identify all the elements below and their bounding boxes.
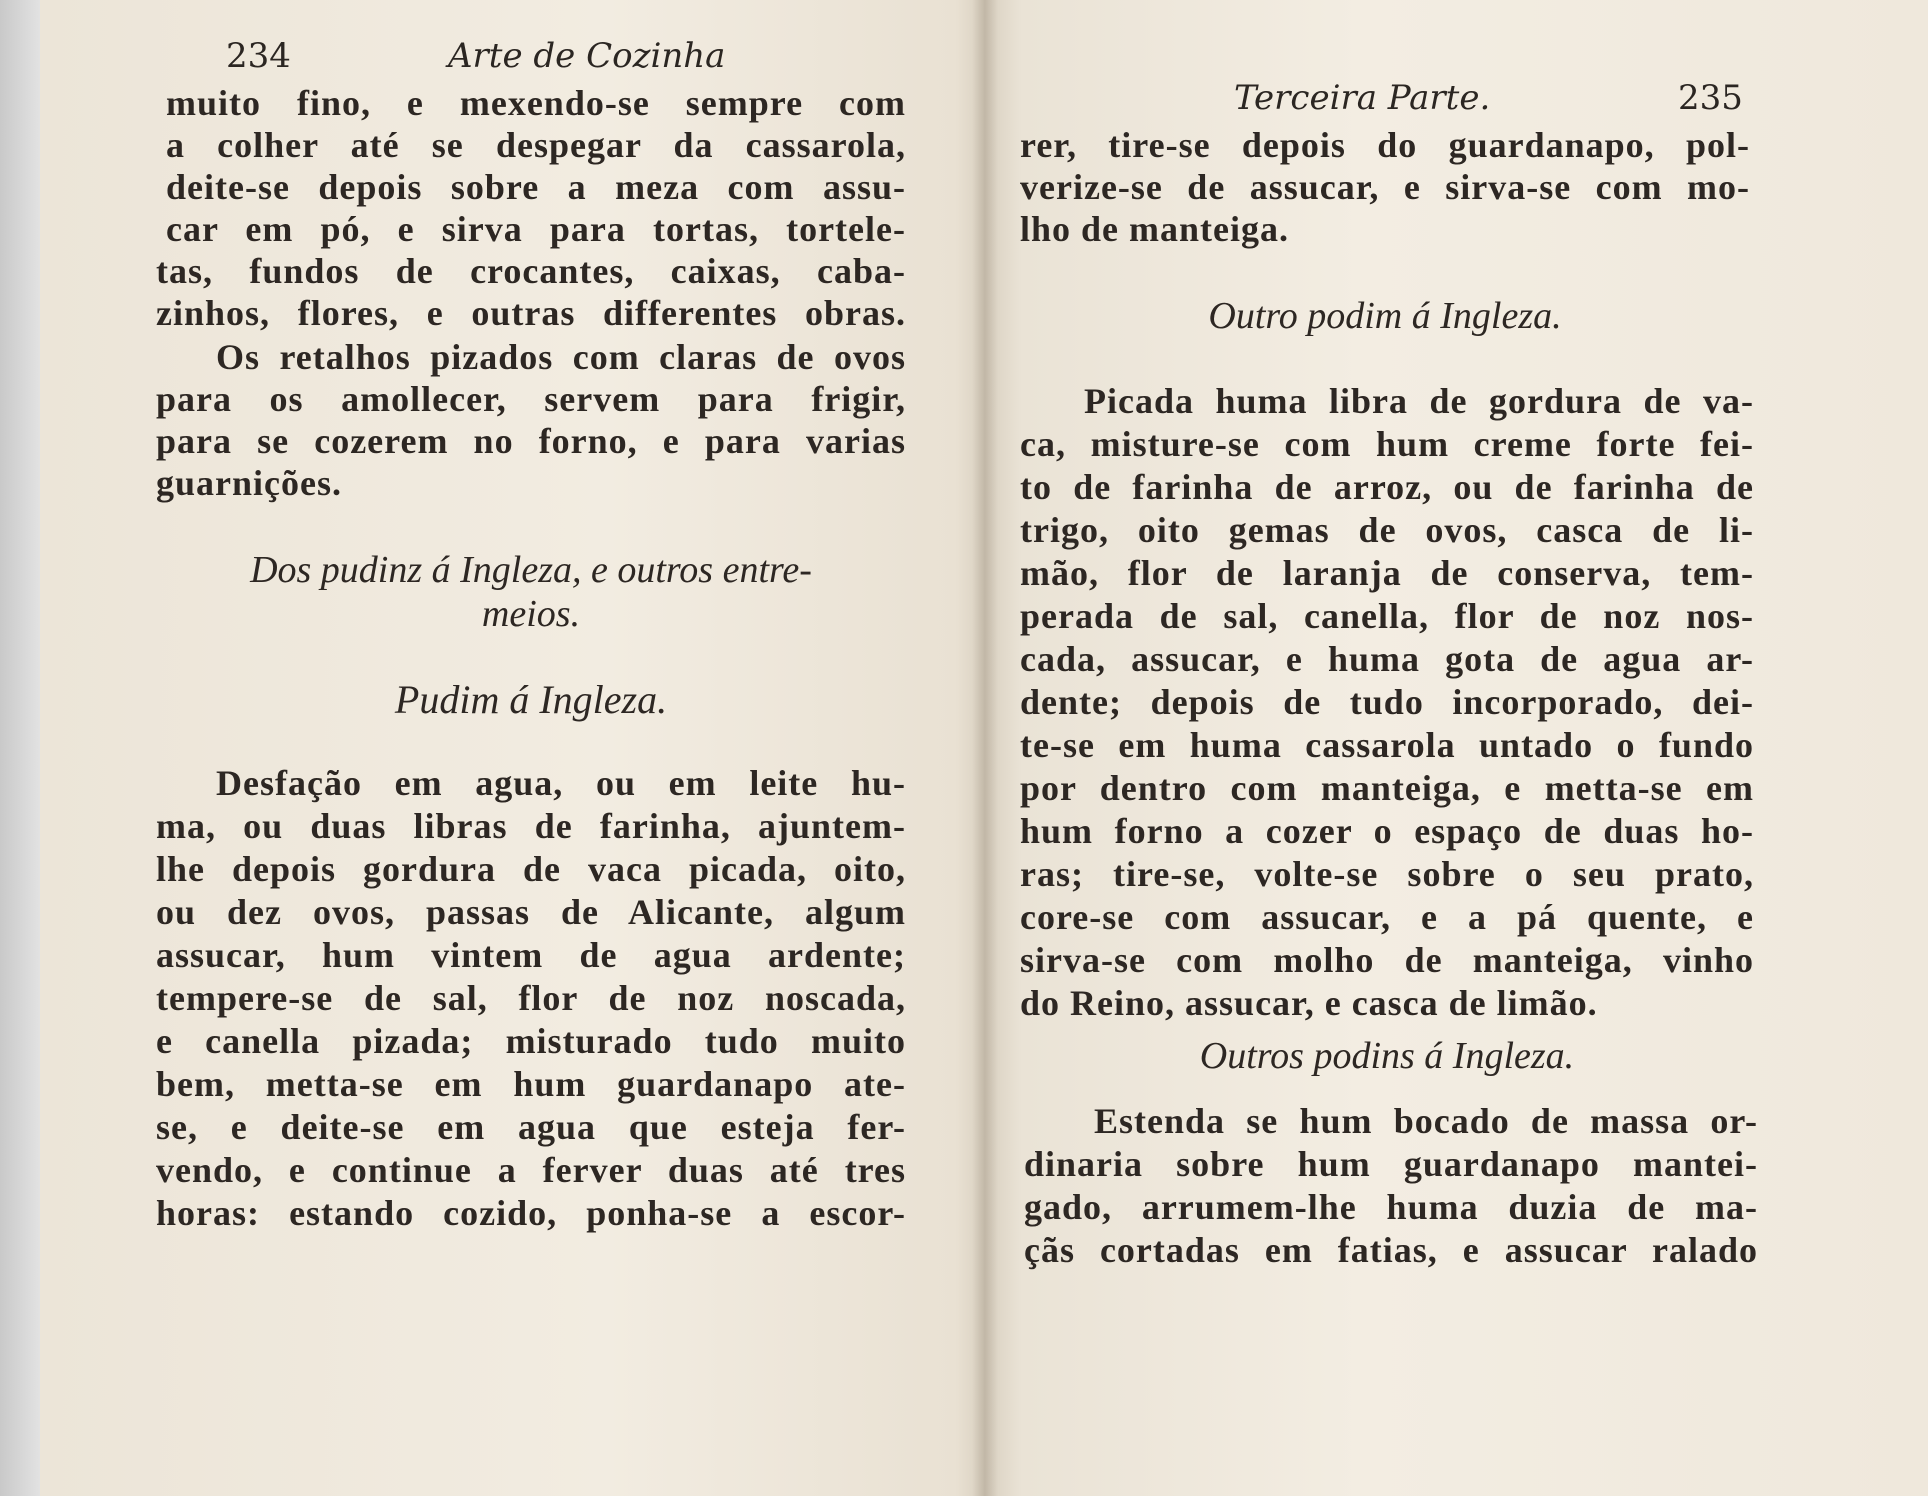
- left-page-number: 234: [226, 36, 291, 76]
- text-line: cada, assucar, e huma gota de agua ar-: [1020, 639, 1754, 679]
- text-line: lhe depois gordura de vaca picada, oito,: [156, 849, 906, 889]
- text-line: ras; tire-se, volte-se sobre o seu prato,: [1020, 854, 1754, 894]
- text-line: rer, tire-se depois do guardanapo, pol-: [1020, 125, 1750, 165]
- text-line: gado, arrumem-lhe huma duzia de ma-: [1024, 1187, 1758, 1227]
- section-heading: meios.: [481, 593, 581, 635]
- text-line: para se cozerem no forno, e para varias: [156, 421, 906, 461]
- text-line: zinhos, flores, e outras differentes obras.: [156, 293, 906, 333]
- text-line: tempere-se de sal, flor de noz noscada,: [156, 978, 906, 1018]
- text-line: mão, flor de laranja de conserva, tem-: [1020, 553, 1754, 593]
- text-line: ou dez ovos, passas de Alicante, algum: [156, 892, 906, 932]
- text-line: perada de sal, canella, flor de noz nos-: [1020, 596, 1754, 636]
- text-line: te-se em huma cassarola untado o fundo: [1020, 725, 1754, 765]
- text-line: para os amollecer, servem para frigir,: [156, 379, 906, 419]
- text-line: trigo, oito gemas de ovos, casca de li-: [1020, 510, 1754, 550]
- text-line: ca, misture-se com hum creme forte fei-: [1020, 424, 1754, 464]
- text-line: lho de manteiga.: [1020, 209, 1290, 249]
- text-line: se, e deite-se em agua que esteja fer-: [156, 1107, 906, 1147]
- text-line: dinaria sobre hum guardanapo mantei-: [1024, 1144, 1758, 1184]
- text-line: Desfação em agua, ou em leite hu-: [216, 763, 906, 803]
- scan-edge: [0, 0, 40, 1496]
- text-line: horas: estando cozido, ponha-se a escor-: [156, 1193, 906, 1233]
- text-line: core-se com assucar, e a pá quente, e: [1020, 897, 1754, 937]
- recipe-heading: Pudim á Ingleza.: [394, 677, 668, 722]
- text-line: çãs cortadas em fatias, e assucar ralado: [1024, 1230, 1758, 1270]
- book-gutter: [972, 0, 998, 1496]
- text-line: Os retalhos pizados com claras de ovos: [216, 337, 906, 377]
- text-line: por dentro com manteiga, e metta-se em: [1020, 768, 1754, 808]
- text-line: assucar, hum vintem de agua ardente;: [156, 935, 906, 975]
- left-page: [40, 0, 984, 1496]
- right-page-number: 235: [1678, 78, 1743, 118]
- text-line: muito fino, e mexendo-se sempre com: [166, 83, 906, 123]
- text-line: sirva-se com molho de manteiga, vinho: [1020, 940, 1754, 980]
- text-line: tas, fundos de crocantes, caixas, caba-: [156, 251, 906, 291]
- recipe-heading: Outro podim á Ingleza.: [1208, 295, 1562, 337]
- text-line: hum forno a cozer o espaço de duas ho-: [1020, 811, 1754, 851]
- text-line: Picada huma libra de gordura de va-: [1084, 381, 1754, 421]
- text-line: a colher até se despegar da cassarola,: [166, 125, 906, 165]
- text-line: verize-se de assucar, e sirva-se com mo-: [1020, 167, 1750, 207]
- text-line: bem, metta-se em hum guardanapo ate-: [156, 1064, 906, 1104]
- text-line: vendo, e continue a ferver duas até tres: [156, 1150, 906, 1190]
- right-running-title: Terceira Parte.: [1234, 78, 1491, 118]
- text-line: Estenda se hum bocado de massa or-: [1094, 1101, 1758, 1141]
- text-line: dente; depois de tudo incorporado, dei-: [1020, 682, 1754, 722]
- text-line: car em pó, e sirva para tortas, tortele-: [166, 209, 906, 249]
- text-line: to de farinha de arroz, ou de farinha de: [1020, 467, 1754, 507]
- text-line: do Reino, assucar, e casca de limão.: [1020, 983, 1598, 1023]
- recipe-heading: Outros podins á Ingleza.: [1199, 1035, 1575, 1077]
- text-line: e canella pizada; misturado tudo muito: [156, 1021, 906, 1061]
- right-page: [984, 0, 1928, 1496]
- left-running-title: Arte de Cozinha: [448, 36, 726, 76]
- section-heading: Dos pudinz á Ingleza, e outros entre-: [250, 549, 812, 591]
- text-line: deite-se depois sobre a meza com assu-: [166, 167, 906, 207]
- text-line: ma, ou duas libras de farinha, ajuntem-: [156, 806, 906, 846]
- text-line: guarnições.: [156, 463, 342, 503]
